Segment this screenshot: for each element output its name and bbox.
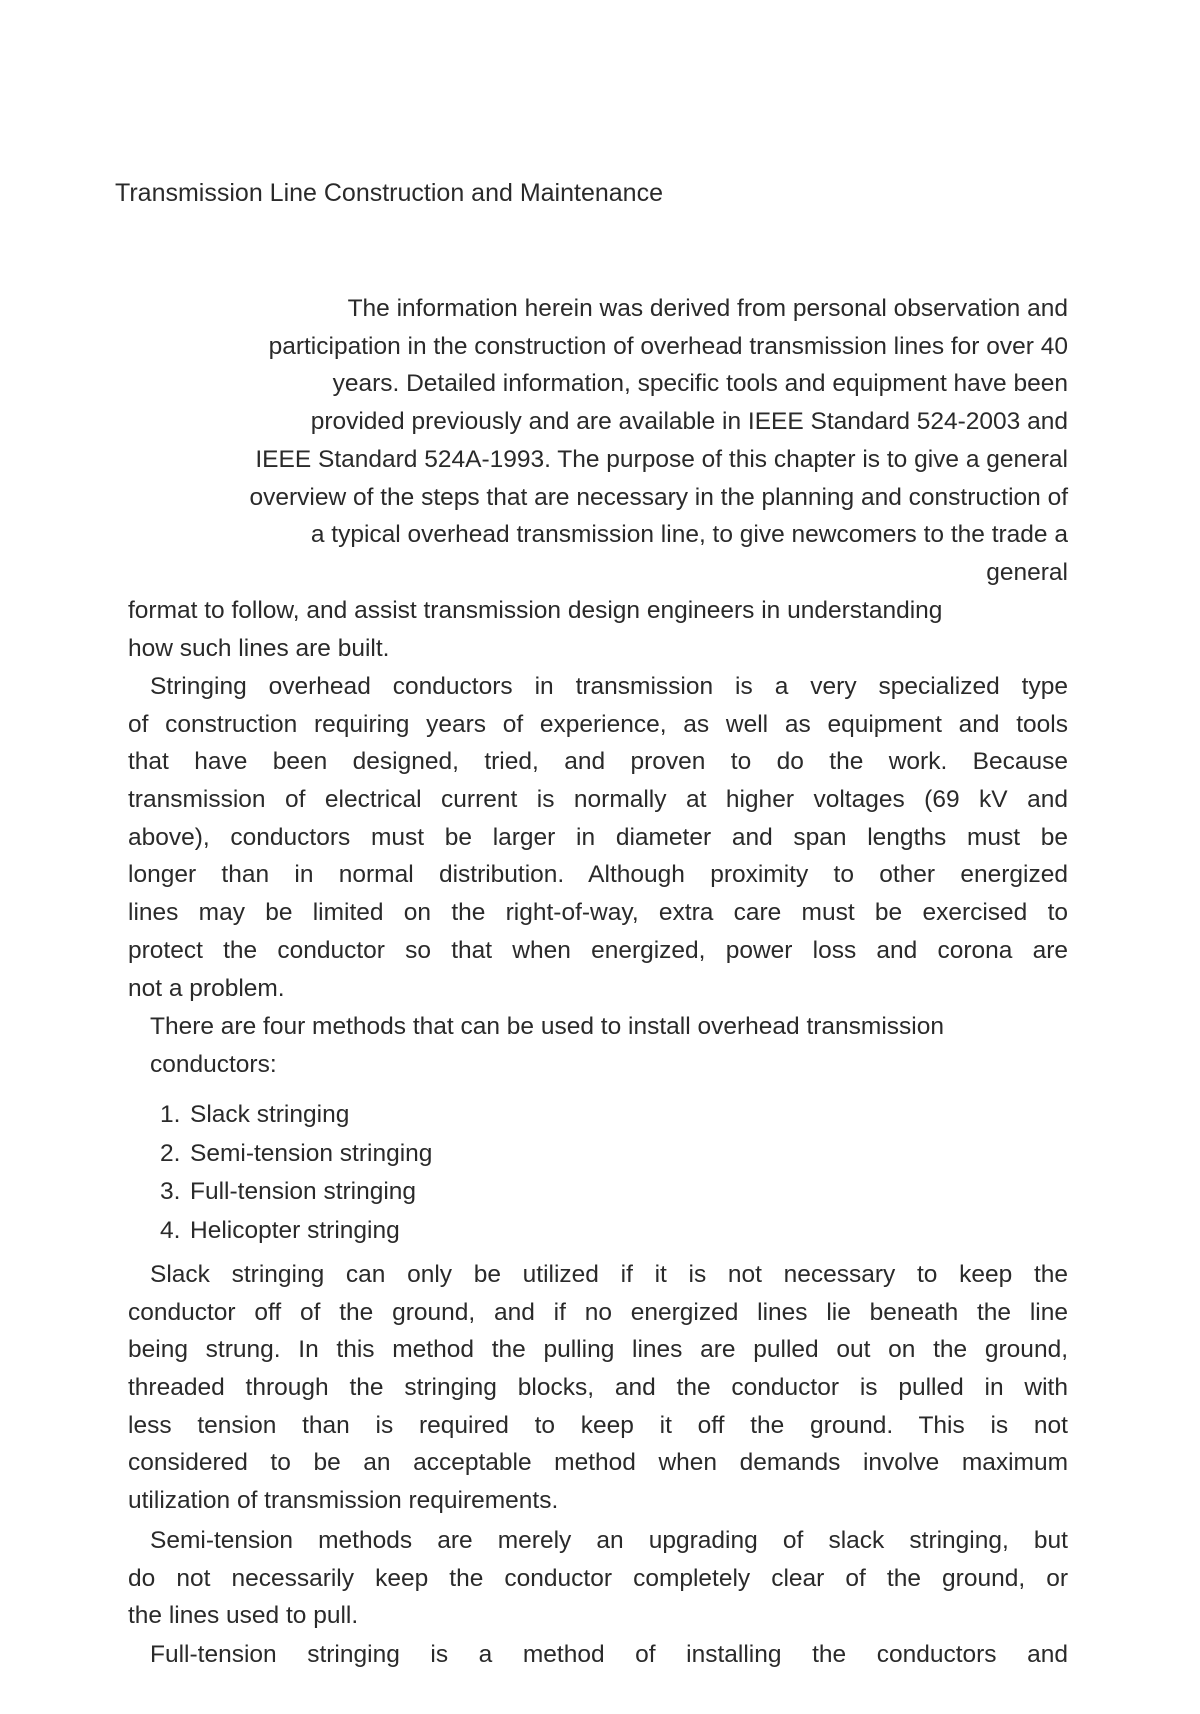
four-methods-paragraph bbox=[150, 1008, 1090, 1083]
intro-line: provided previously and are available in IEEE Standard 524-2003 and bbox=[310, 408, 1068, 436]
list-item bbox=[160, 1212, 432, 1251]
paragraph-line: of construction requiring years of experience, as well as equipment and tools bbox=[128, 710, 1068, 738]
list-item-label: Full-tension stringing bbox=[190, 1178, 417, 1205]
paragraph-line: transmission of electrical current is normally at higher voltages (69 kV and bbox=[128, 786, 1068, 814]
paragraph-line: do not necessarily keep the conductor completely clear of the ground, or bbox=[128, 1564, 1068, 1592]
paragraph-line: being strung. In this method the pulling lines are pulled out on the ground, bbox=[128, 1336, 1068, 1364]
list-item-label: Helicopter stringing bbox=[190, 1216, 400, 1244]
list-item-label: Slack stringing bbox=[190, 1101, 350, 1128]
list-item bbox=[160, 1135, 432, 1174]
list-item-label: Semi-tension stringing bbox=[190, 1139, 433, 1167]
paragraph-line: above), conductors must be larger in diameter and span lengths must be bbox=[128, 823, 1068, 851]
intro-line: The information herein was derived from personal observation and bbox=[347, 295, 1068, 322]
paragraph-line: lines may be limited on the right-of-way, extra care must be exercised to bbox=[128, 899, 1068, 927]
paragraph-line: There are four methods that can be used to install overhead transmission bbox=[150, 1013, 944, 1040]
list-number: 4. bbox=[160, 1216, 181, 1244]
intro-tail-line: how such lines are built. bbox=[128, 634, 390, 662]
paragraph-line: Semi-tension methods are merely an upgrading of slack stringing, but bbox=[150, 1527, 1068, 1554]
paragraph-line: protect the conductor so that when energized, power loss and corona are bbox=[128, 936, 1068, 964]
paragraph-line: conductor off of the ground, and if no energized lines lie beneath the line bbox=[128, 1298, 1068, 1326]
paragraph-line: threaded through the stringing blocks, and the conductor is pulled in with bbox=[128, 1374, 1068, 1402]
list-number: 2. bbox=[160, 1139, 181, 1167]
list-item bbox=[160, 1096, 432, 1135]
paragraph-line: less tension than is required to keep it off the ground. This is not bbox=[128, 1411, 1068, 1439]
document-title: Transmission Line Construction and Maintenance bbox=[115, 179, 663, 207]
paragraph-line: longer than in normal distribution. Although proximity to other energized bbox=[128, 861, 1068, 889]
intro-line: overview of the steps that are necessary in the planning and construction of bbox=[249, 483, 1068, 511]
paragraph-line: Stringing overhead conductors in transmission is a very specialized type bbox=[150, 673, 1068, 700]
intro-paragraph-continuation bbox=[128, 592, 1088, 667]
intro-line: participation in the construction of overhead transmission lines for over 40 bbox=[268, 332, 1068, 360]
intro-line: general bbox=[986, 558, 1068, 586]
paragraph-line: the lines used to pull. bbox=[128, 1602, 359, 1630]
full-tension-paragraph bbox=[128, 1636, 1068, 1676]
intro-paragraph bbox=[125, 290, 1068, 592]
paragraph-line: not a problem. bbox=[128, 974, 285, 1002]
paragraph-line: utilization of transmission requirements. bbox=[128, 1487, 559, 1515]
paragraph-line: considered to be an acceptable method when demands involve maximum bbox=[128, 1449, 1068, 1477]
intro-line: a typical overhead transmission line, to give newcomers to the trade a bbox=[310, 521, 1068, 549]
intro-tail-line: format to follow, and assist transmission design engineers in understanding bbox=[128, 597, 943, 624]
list-item bbox=[160, 1173, 432, 1212]
paragraph-line: that have been designed, tried, and proven to do the work. Because bbox=[128, 748, 1068, 776]
semi-tension-paragraph bbox=[128, 1522, 1068, 1635]
paragraph-line: Full-tension stringing is a method of installing the conductors and bbox=[150, 1641, 1068, 1668]
stringing-paragraph bbox=[128, 668, 1068, 1007]
list-number: 1. bbox=[160, 1101, 181, 1128]
intro-line: years. Detailed information, specific tools and equipment have been bbox=[332, 370, 1068, 398]
slack-stringing-paragraph bbox=[128, 1256, 1068, 1520]
list-number: 3. bbox=[160, 1178, 181, 1205]
methods-list bbox=[160, 1096, 432, 1250]
paragraph-line: Slack stringing can only be utilized if it is not necessary to keep the bbox=[150, 1261, 1068, 1288]
paragraph-line: conductors: bbox=[150, 1050, 277, 1078]
intro-line: IEEE Standard 524A-1993. The purpose of this chapter is to give a general bbox=[255, 445, 1068, 473]
